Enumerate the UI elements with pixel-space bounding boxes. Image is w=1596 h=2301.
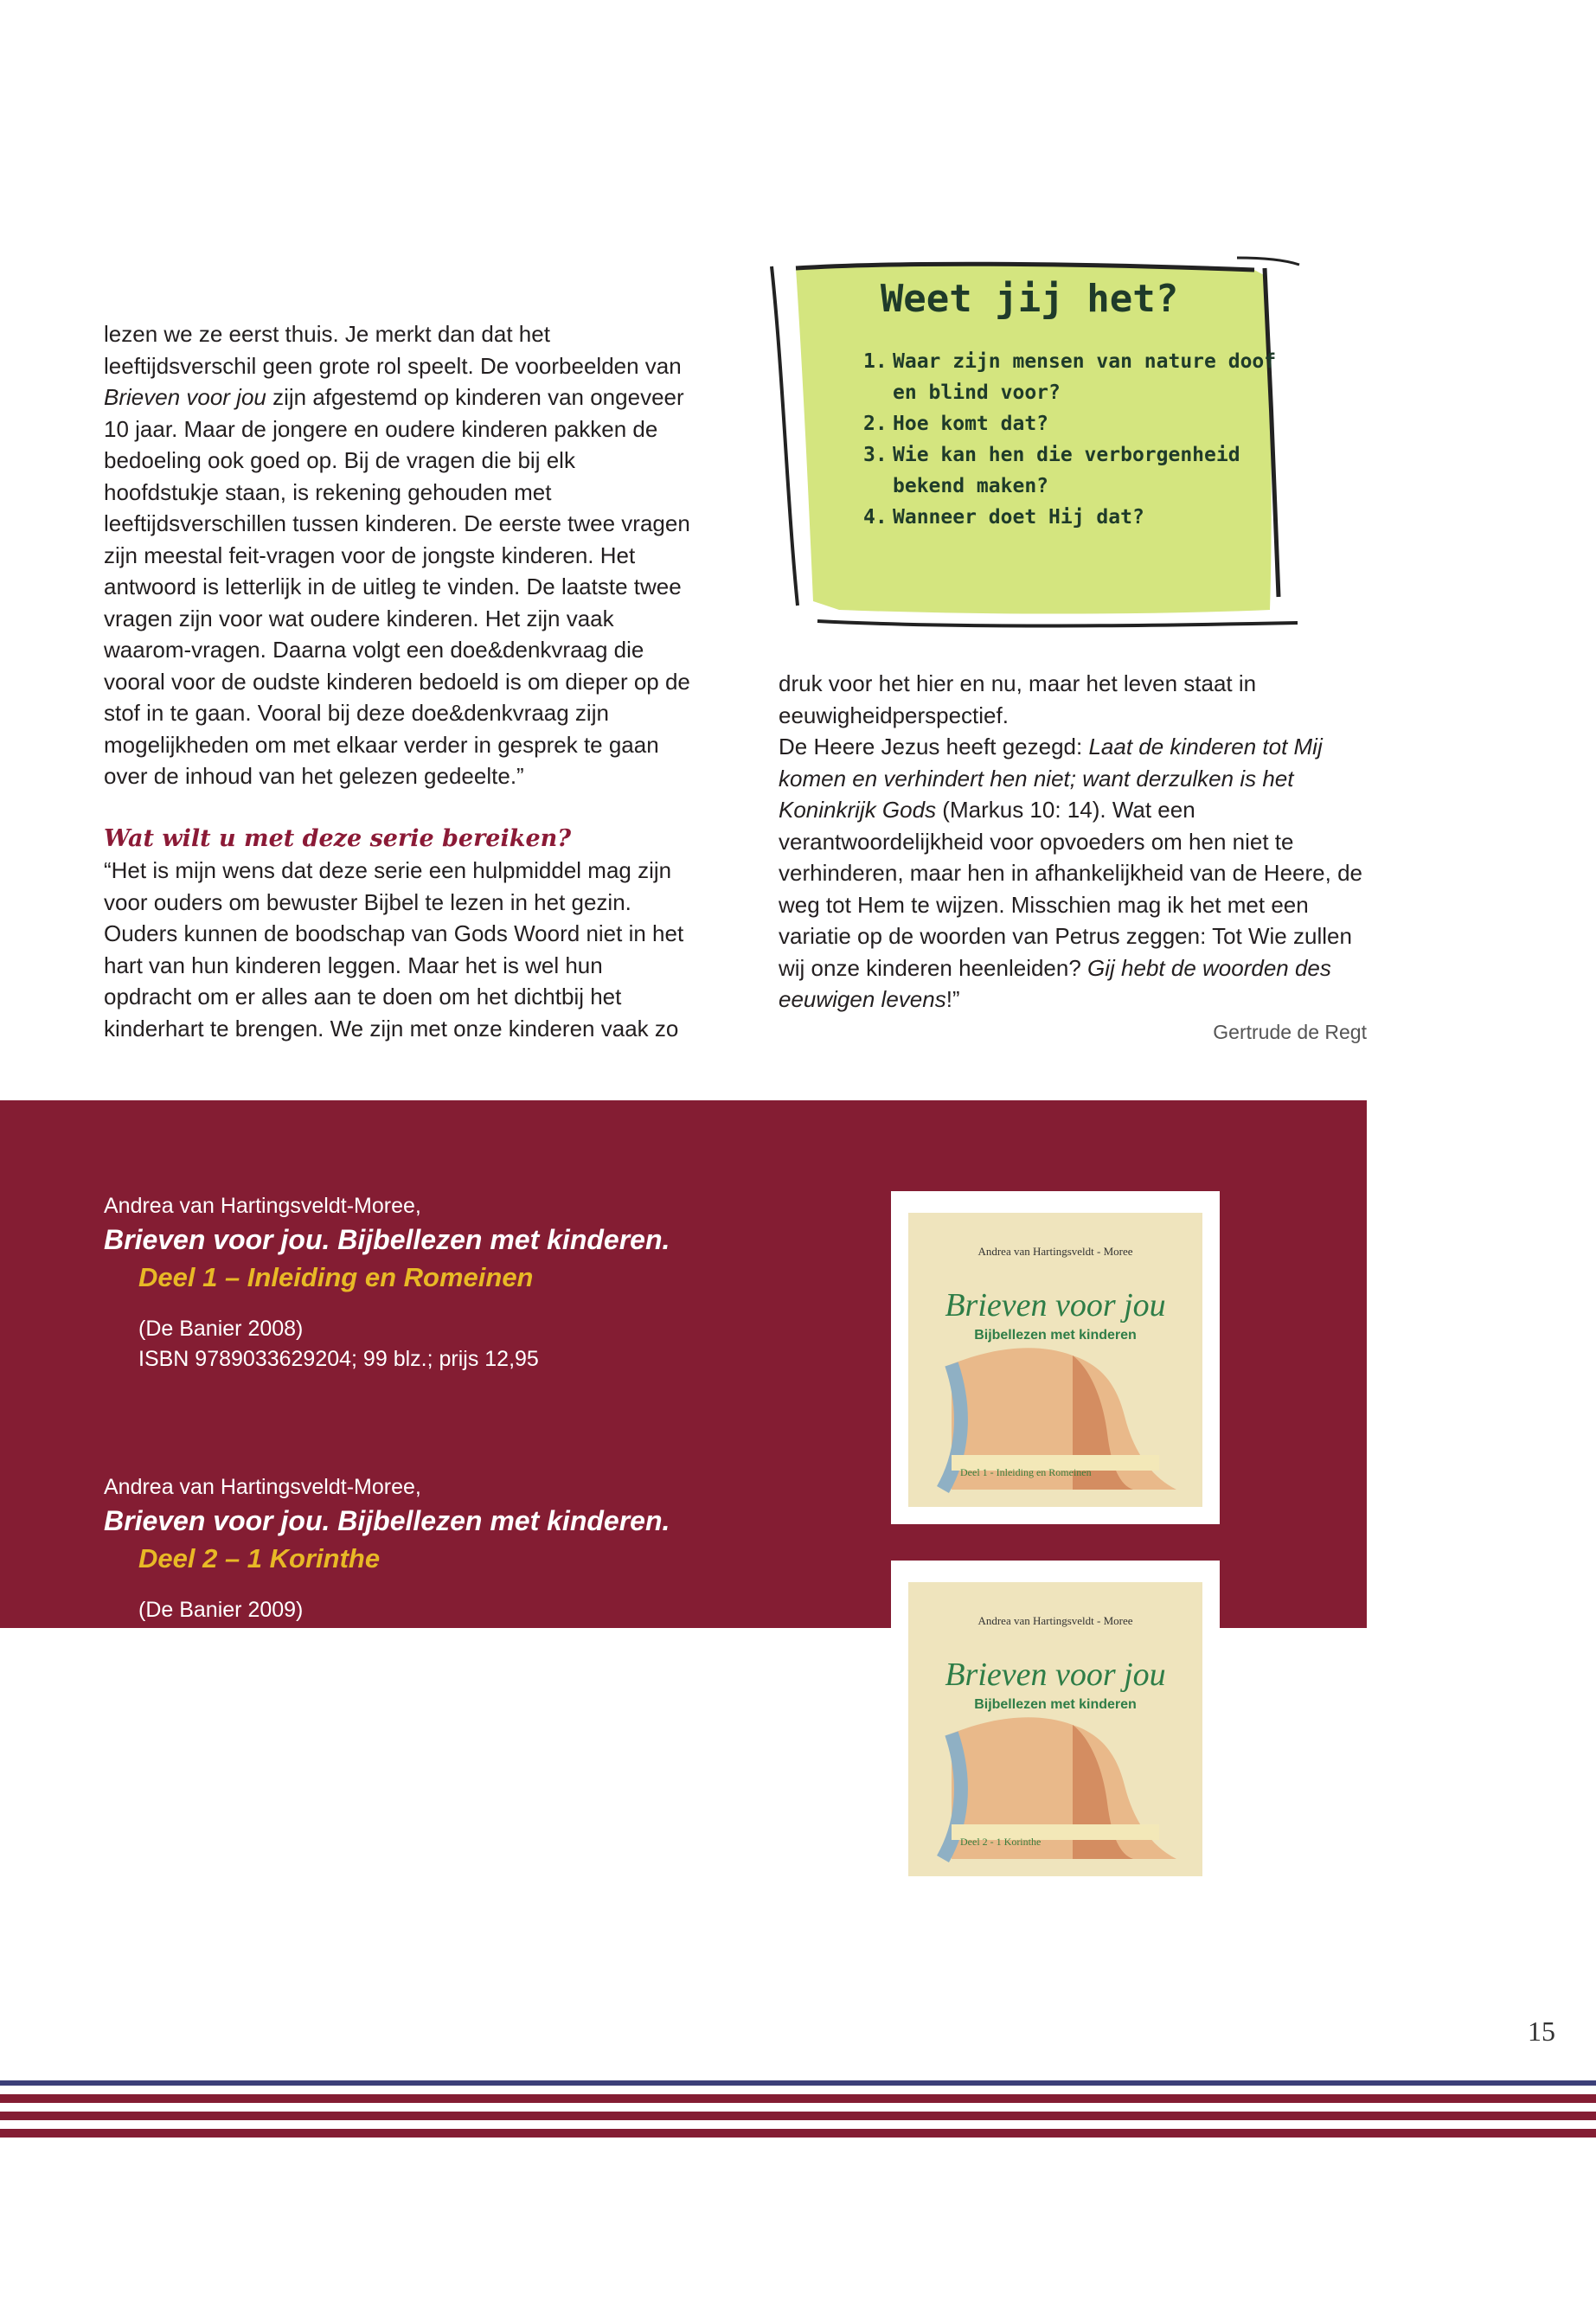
footer-stripes (0, 2080, 1596, 2138)
book-cover-image (891, 1561, 1220, 1894)
book-publication (104, 1595, 779, 1656)
cover-title: Brieven voor jou (945, 1287, 1166, 1324)
stripe-gap (0, 2086, 1596, 2094)
cover-subtitle: Bijbellezen met kinderen (974, 1697, 1137, 1712)
paragraph-intro: lezen we ze eerst thuis. Je merkt dan dat het leeftijdsverschil geen grote rol speelt. De voorbeelden van Brieven voor jou zijn afgestemd op kinderen van ongeveer 10 jaar. Maar de jongere en oudere kinderen pakken de bedoeling ook goed op. Bij de vragen die bij elk hoofdstukje staan, is rekening gehouden met leeftijdsverschillen tussen kinderen. De eerste twee vragen zijn meestal feit-vragen voor de jongste kinderen. Het antwoord is letterlijk in de uitleg te vinden. De laatste twee vragen zijn voor wat oudere kinderen. Het zijn vaak waarom-vragen. Daarna volgt een doe&denkvraag die vooral voor de oudste kinderen bedoeld is om dieper op de stof in te gaan. Vooral bij deze doe&denkvraag zijn mogelijkheden om met elkaar verder in gesprek te gaan over de inhoud van het gelezen gedeelte.” (104, 321, 690, 789)
cover-title: Brieven voor jou (945, 1657, 1166, 1693)
cover-subtitle: Bijbellezen met kinderen (974, 1328, 1137, 1343)
cover-part: Deel 2 - 1 Korinthe (960, 1836, 1042, 1848)
book-author: Andrea van Hartingsveldt-Moree, (104, 1475, 421, 1499)
quiz-question: 2. Hoe komt dat? (863, 413, 1049, 435)
section-heading: Wat wilt u met deze serie bereiken? (104, 824, 572, 852)
cover-author: Andrea van Hartingsveldt - Moree (977, 1245, 1133, 1258)
cover-author: Andrea van Hartingsveldt - Moree (977, 1614, 1133, 1627)
quiz-card (735, 242, 1324, 649)
cover-artwork (891, 1561, 1220, 1894)
author-byline: Gertrude de Regt (1213, 1021, 1367, 1043)
book-publisher: (De Banier 2009) (138, 1598, 304, 1622)
book-entry (104, 1472, 779, 1656)
page-number: 15 (1528, 2016, 1555, 2047)
book-isbn: ISBN 9789033629204; 99 blz.; prijs 12,95 (138, 1347, 539, 1371)
paragraph-continued: druk voor het hier en nu, maar het leven staat in eeuwigheidperspectief. (779, 670, 1257, 728)
quiz-question: 4. Wanneer doet Hij dat? (863, 506, 1144, 529)
book-part: Deel 2 – 1 Korinthe (138, 1543, 381, 1574)
paragraph-answer: “Het is mijn wens dat deze serie een hulpmiddel mag zijn voor ouders om bewuster Bijbel te lezen in het gezin. Ouders kunnen de boodschap van Gods Woord niet in het hart van hun kinderen leggen. Maar het is wel hun opdracht om er alles aan te doen om het dichtbij het kinderhart te brengen. We zijn met onze kinderen vaak zo (104, 857, 684, 1042)
book-title: Brieven voor jou. Bijbellezen met kinderen. (104, 1224, 670, 1255)
stripe-gap (0, 2103, 1596, 2112)
book-entry (104, 1191, 779, 1375)
book-cover-image (891, 1191, 1220, 1524)
stripe-maroon (0, 2112, 1596, 2120)
stripe-maroon (0, 2094, 1596, 2103)
book-info-band (0, 1100, 1367, 1899)
book-title: Brieven voor jou. Bijbellezen met kinderen. (104, 1505, 670, 1536)
book-publisher: (De Banier 2008) (138, 1317, 304, 1341)
quiz-question: 1. Waar zijn mensen van nature doof en blind voor? (863, 350, 1277, 404)
series-description: De serie Brieven voor jou biedt ouders en opvoeders handvatten om met kinderen uitvoeriger bij het gelezen Bijbelgedeelte stil te staan. Bij ieder gedeelte hoort een stukje uitleg, een paar vragen, een denk & doevraag en een psalm. Leeftijdsindicatie: vanaf ongeveer 8 jaar. (104, 1753, 695, 1899)
book-isbn: ISBN 9789033629549; 101 blz.; prijs 12,95 (138, 1628, 551, 1652)
quiz-title: Weet jij het? (880, 277, 1179, 321)
book-author: Andrea van Hartingsveldt-Moree, (104, 1194, 421, 1218)
paragraph-quote: De Heere Jezus heeft gezegd: Laat de kinderen tot Mij komen en verhindert hen niet; want derzulken is het Koninkrijk Gods (Markus 10: 14). Wat een verantwoordelijkheid voor opvoeders om hen niet te verhinderen, maar hen in afhankelijkheid van de Heere, de weg tot Hem te wijzen. Misschien mag ik het met een variatie op de woorden van Petrus zeggen: Tot Wie zullen wij onze kinderen heenleiden? Gij hebt de woorden des eeuwigen levens!” (779, 734, 1362, 1012)
right-column (779, 668, 1375, 1016)
book-publication (104, 1314, 779, 1375)
quiz-question: 3. Wie kan hen die verborgenheid bekend maken? (863, 444, 1240, 497)
stripe-maroon (0, 2129, 1596, 2138)
left-column (104, 318, 690, 1044)
stripe-gap (0, 2120, 1596, 2129)
book-part: Deel 1 – Inleiding en Romeinen (138, 1262, 534, 1292)
cover-part: Deel 1 - Inleiding en Romeinen (960, 1466, 1092, 1478)
quiz-questions (863, 346, 1279, 533)
